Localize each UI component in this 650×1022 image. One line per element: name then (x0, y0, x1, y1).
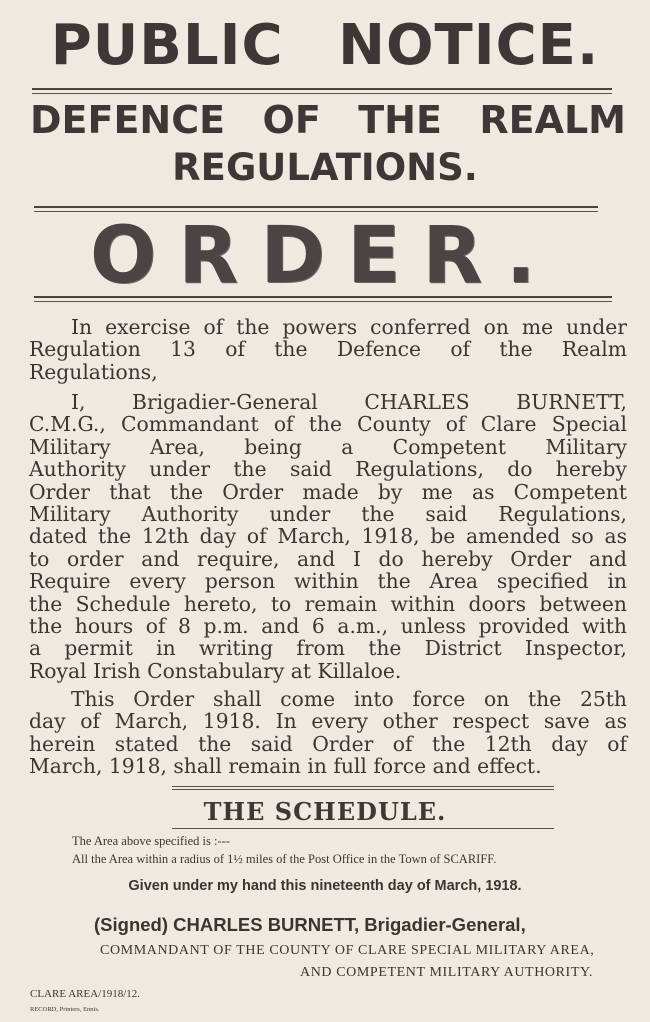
heading-rule-3b (34, 301, 612, 302)
paragraph-line: to order and require, and I do hereby Order and (29, 546, 627, 571)
paragraph-line: In exercise of the powers conferred on me under (71, 315, 627, 339)
paragraph-line: Regulations, (29, 359, 158, 384)
paragraph-line: Authority under the said Regulations, do hereby (29, 457, 627, 482)
the-word: THE (358, 98, 442, 142)
paragraph-line: Order that the Order made by me as Competent (29, 479, 627, 504)
paragraph-line: I, Brigadier-General CHARLES BURNETT, (71, 390, 627, 414)
paragraph-order (29, 391, 627, 682)
paragraph-line: Military Area, being a Competent Military (29, 434, 627, 459)
paragraph-line: Require every person within the Area specified in (29, 569, 627, 594)
paragraph-effect (29, 688, 627, 778)
authority-line: AND COMPETENT MILITARY AUTHORITY. (300, 965, 593, 980)
paragraph-line: C.M.G., Commandant of the County of Clare Special (29, 412, 627, 437)
order-heading: ORDER. (90, 211, 558, 301)
schedule-rule-top-b (172, 789, 554, 790)
paragraph-line: herein stated the said Order of the 12th day of (29, 731, 627, 756)
schedule-area-line: The Area above specified is :--- (72, 834, 230, 848)
heading-rule-3 (34, 296, 612, 298)
heading-rule-2 (34, 206, 598, 208)
paragraph-line: a permit in writing from the District Inspector, (29, 636, 627, 661)
reference-number: CLARE AREA/1918/12. (30, 988, 141, 1000)
paragraph-line: Regulation 13 of the Defence of the Realm (29, 337, 627, 362)
heading-rule-1 (32, 88, 612, 90)
signed-line: (Signed) CHARLES BURNETT, Brigadier-General, (94, 914, 526, 935)
defence-of-the-realm-heading (30, 98, 626, 142)
schedule-title: THE SCHEDULE. (203, 797, 447, 826)
given-under-hand: Given under my hand this nineteenth day of March, 1918. (128, 878, 522, 894)
printer-imprint: RECORD, Printers, Ennis. (30, 1006, 100, 1013)
paragraph-powers (29, 316, 627, 383)
schedule-rule-bottom (172, 828, 554, 829)
schedule-radius-line: All the Area within a radius of 1½ miles of the Post Office in the Town of SCARIFF. (72, 852, 497, 866)
commandant-line: COMMANDANT OF THE COUNTY OF CLARE SPECIAL MILITARY AREA, (100, 943, 595, 958)
paragraph-line: March, 1918, shall remain in full force and effect. (29, 754, 542, 779)
paragraph-line: the hours of 8 p.m. and 6 a.m., unless provided with (29, 614, 627, 639)
paragraph-line: Military Authority under the said Regulations, (29, 502, 627, 527)
of-word: OF (262, 98, 321, 142)
defence-word: DEFENCE (30, 98, 226, 142)
public-notice-title: PUBLIC NOTICE. (50, 13, 600, 78)
paragraph-line: This Order shall come into force on the 25th (71, 687, 627, 711)
paragraph-line: Royal Irish Constabulary at Killaloe. (29, 658, 402, 683)
regulations-heading: REGULATIONS. (172, 146, 478, 189)
realm-word: REALM (479, 98, 626, 142)
paragraph-line: dated the 12th day of March, 1918, be amended so as (29, 524, 627, 549)
paragraph-line: the Schedule hereto, to remain within doors between (29, 591, 627, 616)
schedule-rule-top (172, 786, 554, 787)
paragraph-line: day of March, 1918. In every other respect save as (29, 709, 627, 734)
heading-rule-1b (32, 93, 612, 94)
